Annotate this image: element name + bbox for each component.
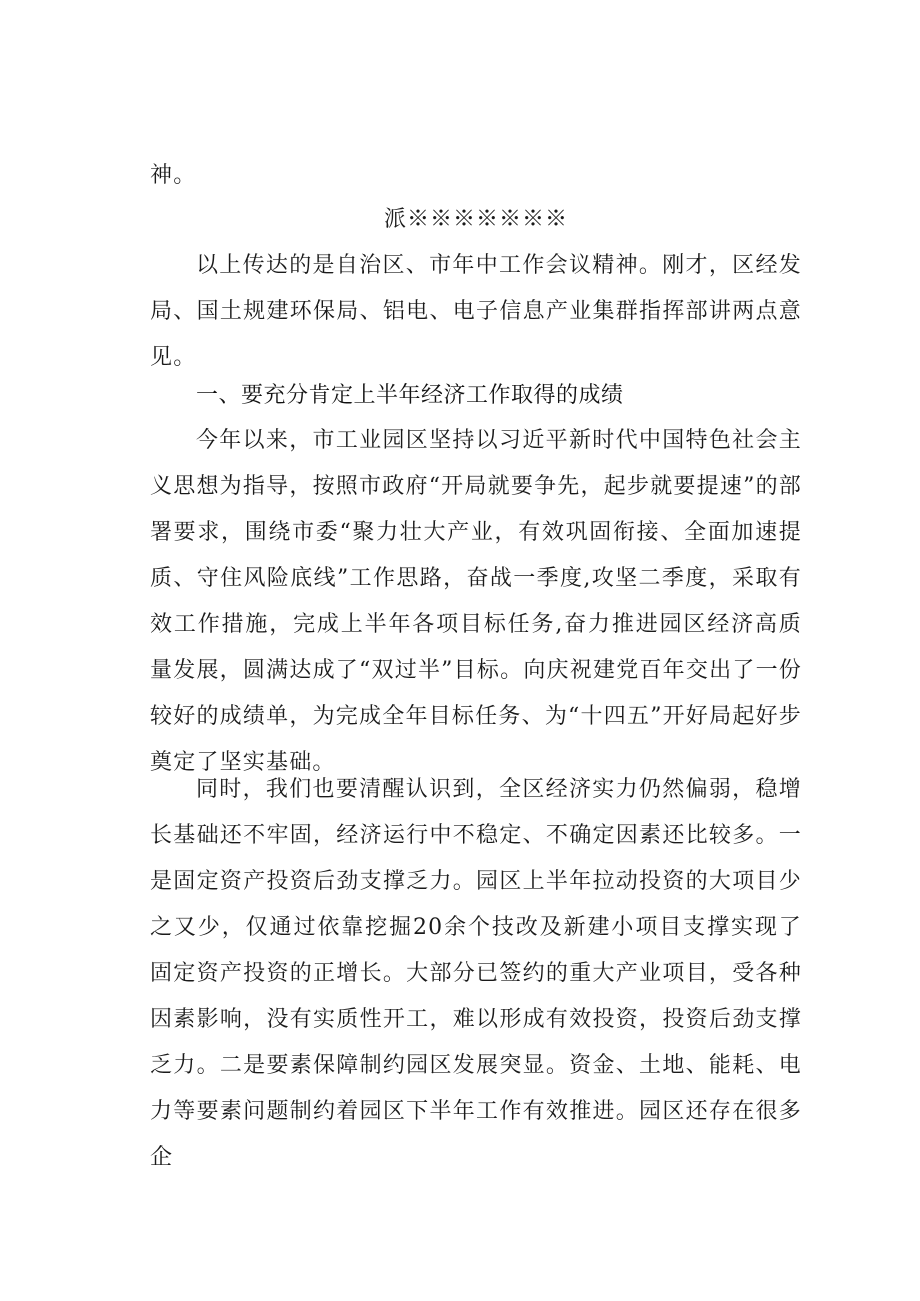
paragraph-intro: 以上传达的是自治区、市年中工作会议精神。刚才，区经发局、国土规建环保局、铝电、电子信息产业集群指挥部讲两点意见。 bbox=[150, 253, 802, 370]
signature-line: 派※※※※※※※ bbox=[383, 207, 568, 232]
paragraph-challenges: 同时，我们也要清醒认识到，全区经济实力仍然偏弱，稳增长基础还不牢固，经济运行中不稳定、不确定因素还比较多。一是固定资产投资后劲支撑乏力。园区上半年拉动投资的大项目少之又少，仅通过依靠挖掘20余个技改及新建小项目支撑实现了固定资产投资的正增长。大部分已签约的重大产业项目，受各种因素影响，没有实质性开工，难以形成有效投资，投资后劲支撑乏力。二是要素保障制约园区发展突显。资金、土地、能耗、电力等要素问题制约着园区下半年工作有效推进。园区还存在很多企 bbox=[150, 777, 802, 1170]
paragraph-achievements: 今年以来，市工业园区坚持以习近平新时代中国特色社会主义思想为指导，按照市政府“开局就要争先，起步就要提速”的部署要求，围绕市委“聚力壮大产业，有效巩固衔接、全面加速提质、守住风险底线”工作思路，奋战一季度,攻坚二季度，采取有效工作措施，完成上半年各项目标任务,奋力推进园区经济高质量发展，圆满达成了“双过半”目标。向庆祝建党百年交出了一份较好的成绩单，为完成全年目标任务、为“十四五”开好局起好步奠定了坚实基础。 bbox=[150, 428, 802, 775]
continuation-text: 神。 bbox=[150, 163, 197, 188]
section-heading: 一、要充分肯定上半年经济工作取得的成绩 bbox=[196, 383, 624, 408]
